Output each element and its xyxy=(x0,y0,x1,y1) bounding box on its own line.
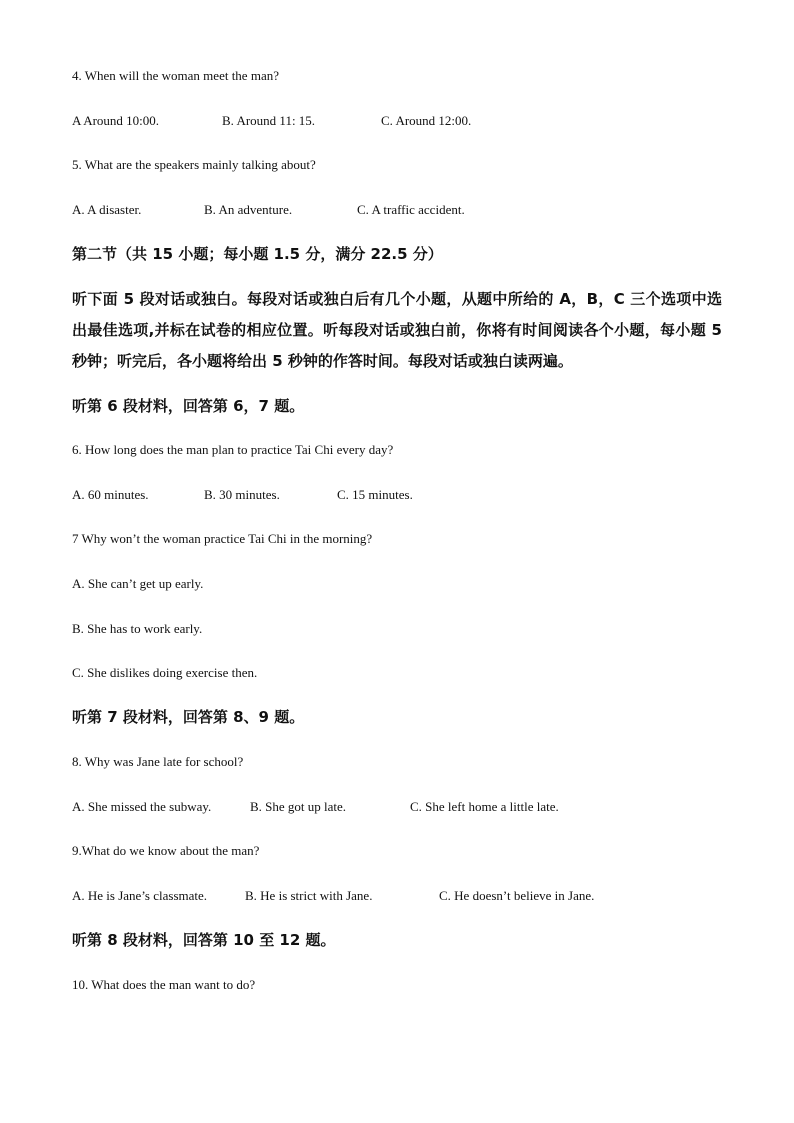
question-6-stem: 6. How long does the man plan to practice Tai Chi every day? xyxy=(72,442,394,457)
question-5-option-c: C. A traffic accident. xyxy=(357,202,465,217)
question-7-stem: 7 Why won’t the woman practice Tai Chi in the morning? xyxy=(72,531,373,546)
question-10-stem: 10. What does the man want to do? xyxy=(72,977,256,992)
question-4-option-b: B. Around 11: 15. xyxy=(222,113,316,128)
question-8-stem: 8. Why was Jane late for school? xyxy=(72,754,244,769)
section-2-instructions: 听下面 5 段对话或独白。每段对话或独白后有几个小题，从题中所给的 A，B，C 三个选项中选出最佳选项,并标在试卷的相应位置。听每段对话或独白前，你将有时间阅读各个小题，每小题 5 秒钟；听完后，各小题将给出 5 秒钟的作答时间。每段对话或独白读两遍。 xyxy=(72,290,722,370)
material-8-heading: 听第 8 段材料，回答第 10 至 12 题。 xyxy=(72,931,336,949)
question-6-option-a: A. 60 minutes. xyxy=(72,487,149,502)
question-4-option-c: C. Around 12:00. xyxy=(381,113,472,128)
question-7-option-c: C. She dislikes doing exercise then. xyxy=(72,665,258,680)
question-7-option-a: A. She can’t get up early. xyxy=(72,576,204,591)
question-9-option-a: A. He is Jane’s classmate. xyxy=(72,888,208,903)
question-5-option-a: A. A disaster. xyxy=(72,202,142,217)
section-2-heading: 第二节（共 15 小题；每小题 1.5 分，满分 22.5 分） xyxy=(72,245,443,263)
question-6-option-b: B. 30 minutes. xyxy=(204,487,280,502)
question-7-option-b: B. She has to work early. xyxy=(72,621,203,636)
material-7-heading: 听第 7 段材料，回答第 8、9 题。 xyxy=(72,708,305,726)
question-5-stem: 5. What are the speakers mainly talking about? xyxy=(72,157,316,172)
question-8-option-a: A. She missed the subway. xyxy=(72,799,212,814)
question-4-option-a: A Around 10:00. xyxy=(72,113,160,128)
material-6-heading: 听第 6 段材料，回答第 6，7 题。 xyxy=(72,397,305,415)
question-9-stem: 9.What do we know about the man? xyxy=(72,843,260,858)
question-9-option-b: B. He is strict with Jane. xyxy=(245,888,373,903)
question-8-option-c: C. She left home a little late. xyxy=(410,799,559,814)
question-4-stem: 4. When will the woman meet the man? xyxy=(72,68,279,83)
question-9-option-c: C. He doesn’t believe in Jane. xyxy=(439,888,595,903)
question-6-option-c: C. 15 minutes. xyxy=(337,487,413,502)
question-5-option-b: B. An adventure. xyxy=(204,202,293,217)
question-8-option-b: B. She got up late. xyxy=(250,799,347,814)
